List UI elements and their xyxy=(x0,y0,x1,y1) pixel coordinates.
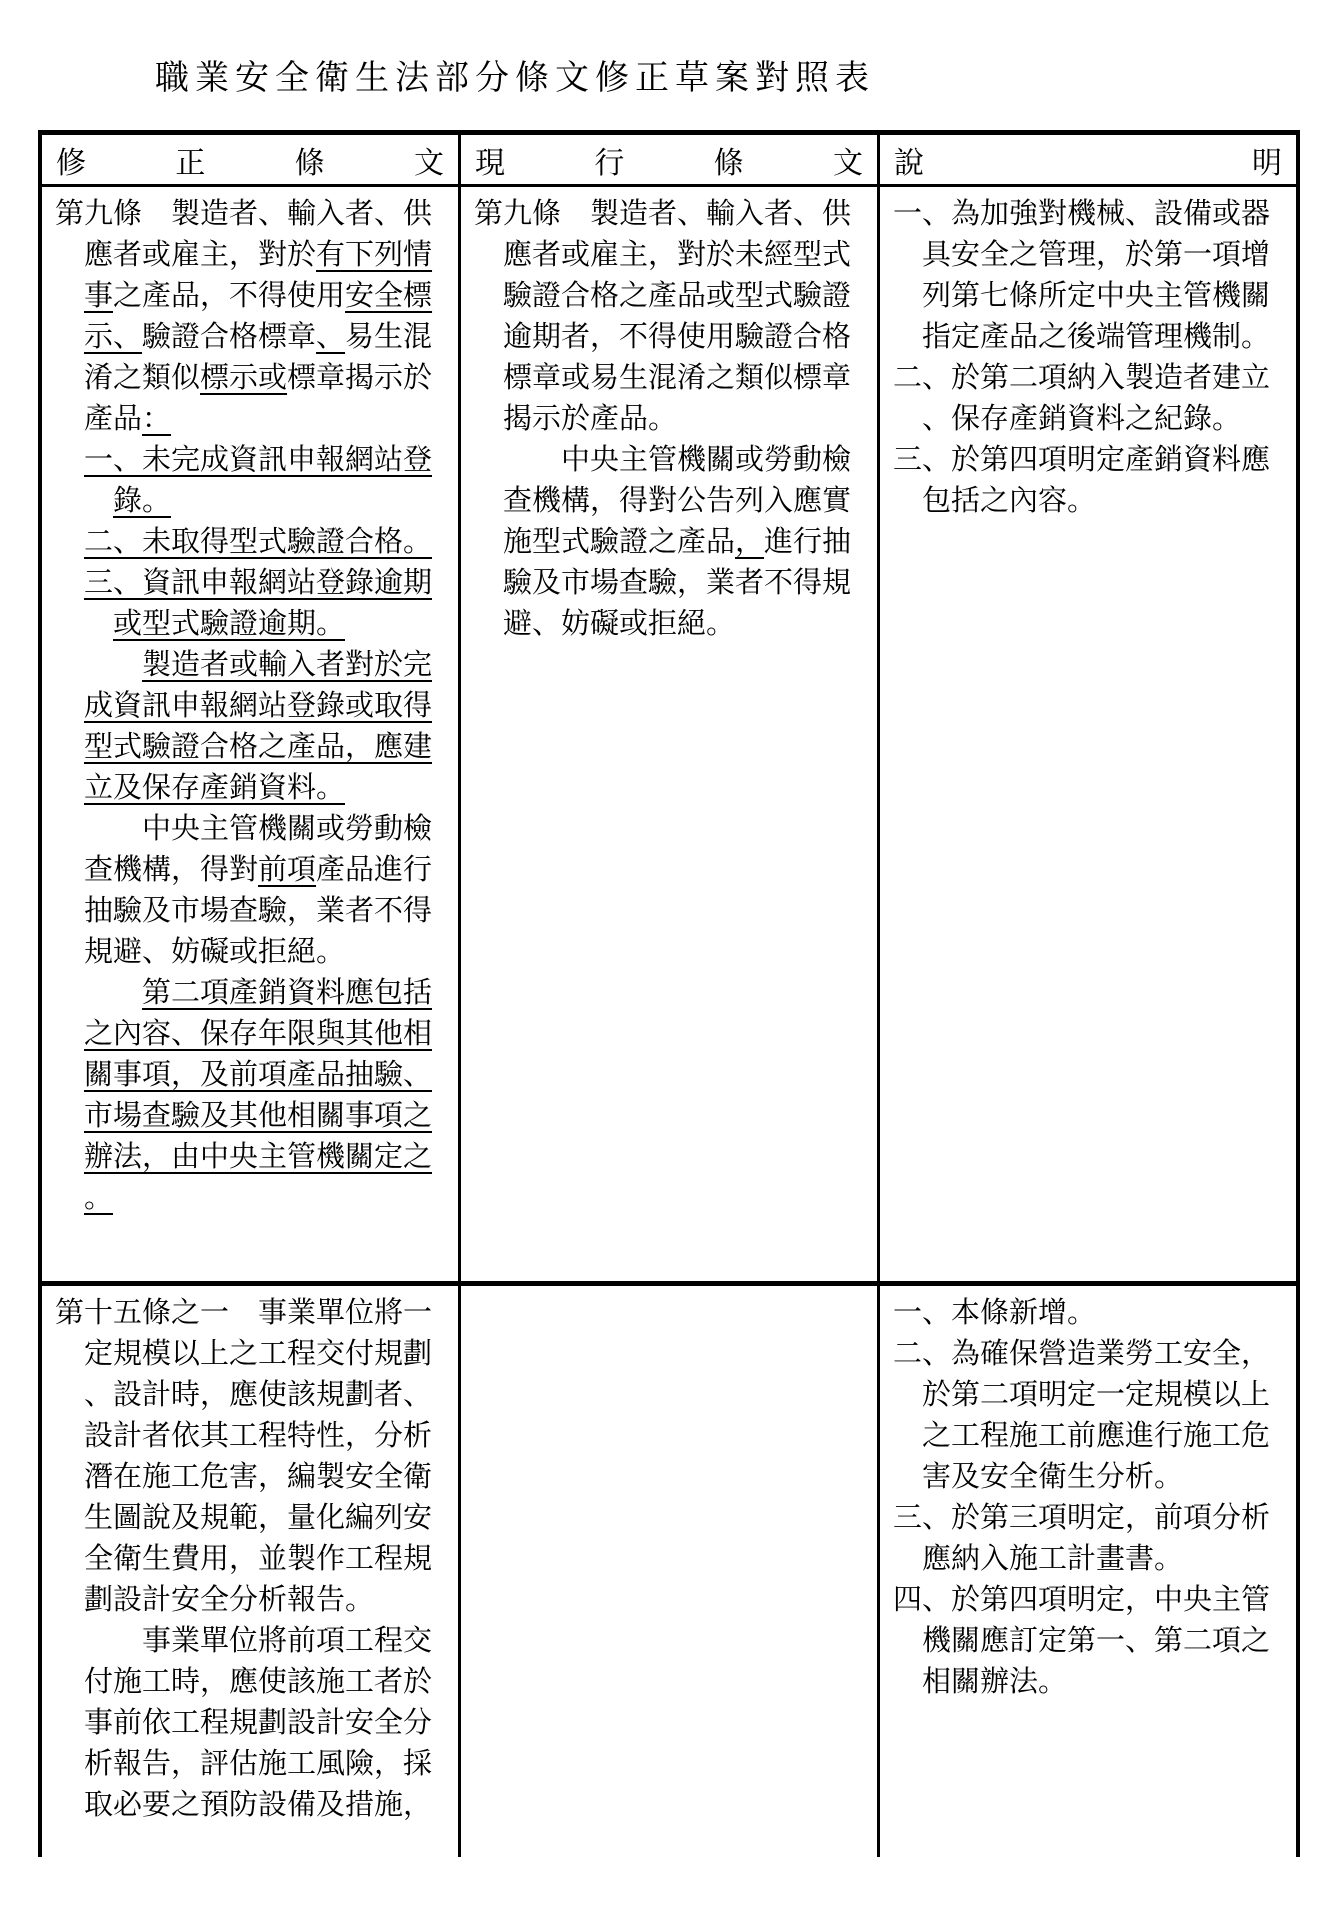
amendment-underlined-text: 、 xyxy=(316,319,346,353)
amendment-underlined-text: 製造者或輸入者對於完成資訊申報網站登錄或取得型式驗證合格之產品，應建立及保存產銷資料。 xyxy=(84,647,433,804)
text-segment: 第十五條之一 事業單位將一定規模以上之工程交付規劃、設計時，應使該規劃者、設計者依其工程特性，分析潛在施工危害，編製安全衛生圖說及規範，量化編列安全衛生費用，並製作工程規劃設計安全分析報告。 xyxy=(55,1295,433,1616)
cell-paragraph xyxy=(893,193,1286,357)
amendment-underlined-text: 三、資訊申報網站登錄逾期或型式驗證逾期。 xyxy=(84,565,433,640)
text-segment: 標章揭示於產品 xyxy=(84,360,433,435)
text-segment: 中央主管機關或勞動檢查機構，得對公告列入應實施型式驗證之產品 xyxy=(503,442,852,558)
cell-paragraph xyxy=(55,1620,448,1825)
cell-paragraph xyxy=(893,1333,1286,1497)
column-header-amended xyxy=(42,135,458,184)
amendment-underlined-text: 一、未完成資訊申報網站登錄。 xyxy=(84,442,433,517)
text-segment: 三、於第四項明定產銷資料應包括之內容。 xyxy=(893,442,1271,517)
table-header-row xyxy=(42,135,1296,187)
cell-paragraph xyxy=(55,439,448,521)
text-segment: 事業單位將前項工程交付施工時，應使該施工者於事前依工程規劃設計安全分析報告，評估施工風險，採取必要之預防設備及措施， xyxy=(84,1623,433,1821)
amendment-underlined-text: 第二項產銷資料應包括之內容、保存年限與其他相關事項，及前項產品抽驗、市場查驗及其他相關事項之辦法，由中央主管機關定之。 xyxy=(84,975,433,1214)
text-segment: 產品進行抽驗及市場查驗，業者不得規避、妨礙或拒絕。 xyxy=(84,852,433,968)
column-header-explanation xyxy=(877,135,1296,184)
amendment-underlined-text: ： xyxy=(142,401,172,435)
cell-current xyxy=(458,1286,877,1857)
text-segment: 第九條 製造者、輸入者、供應者或雇主，對於 xyxy=(55,196,433,271)
cell-paragraph xyxy=(55,808,448,972)
text-segment: 一、為加強對機械、設備或器具安全之管理，於第一項增列第七條所定中央主管機關指定產品之後端管理機制。 xyxy=(893,196,1271,353)
cell-paragraph xyxy=(893,439,1286,521)
amendment-underlined-text: 二、未取得型式驗證合格。 xyxy=(84,524,433,558)
text-segment: 易生混淆之類似 xyxy=(84,319,433,394)
text-segment: 進行抽驗及市場查驗，業者不得規避、妨礙或拒絕。 xyxy=(503,524,852,640)
header-char: 條 xyxy=(294,145,325,181)
text-segment: 中央主管機關或勞動檢查機構，得對 xyxy=(84,811,433,886)
text-segment: 驗證合格標章 xyxy=(142,319,317,353)
cell-explanation xyxy=(877,1286,1296,1857)
cell-paragraph xyxy=(474,439,867,644)
cell-paragraph xyxy=(893,1497,1286,1579)
column-header-current xyxy=(458,135,877,184)
header-char: 明 xyxy=(1252,145,1282,181)
comparison-table xyxy=(38,130,1300,1857)
text-segment: 之產品，不得使用 xyxy=(113,278,346,312)
header-char: 文 xyxy=(832,145,863,181)
amendment-underlined-text: 有下列情事 xyxy=(84,237,433,312)
cell-paragraph xyxy=(893,1579,1286,1702)
cell-paragraph xyxy=(55,644,448,808)
table-row xyxy=(42,1286,1296,1857)
text-segment: 二、於第二項納入製造者建立、保存產銷資料之紀錄。 xyxy=(893,360,1271,435)
cell-current xyxy=(458,187,877,1281)
text-segment: 第九條 製造者、輸入者、供應者或雇主，對於未經型式驗證合格之產品或型式驗證逾期者，不得使用驗證合格標章或易生混淆之類似標章揭示於產品。 xyxy=(474,196,852,435)
header-char: 修 xyxy=(56,145,86,181)
text-segment: 一、本條新增。 xyxy=(893,1295,1097,1329)
cell-amended xyxy=(42,1286,458,1857)
cell-explanation xyxy=(877,187,1296,1281)
cell-paragraph xyxy=(474,193,867,439)
cell-amended xyxy=(42,187,458,1281)
text-segment: 二、為確保營造業勞工安全，於第二項明定一定規模以上之工程施工前應進行施工危害及安全衛生分析。 xyxy=(893,1336,1271,1493)
header-char: 說 xyxy=(894,145,924,181)
cell-paragraph xyxy=(55,1292,448,1620)
amendment-underlined-text: 安全標示、 xyxy=(84,278,433,353)
table-row xyxy=(42,187,1296,1286)
document-title: 職業安全衛生法部分條文修正草案對照表 xyxy=(155,58,875,98)
header-char: 正 xyxy=(175,145,206,181)
amendment-underlined-text: 前項 xyxy=(258,852,317,886)
cell-paragraph xyxy=(55,562,448,644)
cell-paragraph xyxy=(893,357,1286,439)
header-char: 行 xyxy=(594,145,625,181)
text-segment: 四、於第四項明定，中央主管機關應訂定第一、第二項之相關辦法。 xyxy=(893,1582,1271,1698)
table-body xyxy=(42,187,1296,1857)
cell-paragraph xyxy=(55,193,448,439)
cell-paragraph xyxy=(55,521,448,562)
amendment-underlined-text: ， xyxy=(735,524,765,558)
header-char: 現 xyxy=(475,145,505,181)
text-segment: 三、於第三項明定，前項分析應納入施工計畫書。 xyxy=(893,1500,1271,1575)
header-char: 條 xyxy=(713,145,744,181)
amendment-underlined-text: 標示或 xyxy=(200,360,288,394)
cell-paragraph xyxy=(893,1292,1286,1333)
header-char: 文 xyxy=(413,145,444,181)
cell-paragraph xyxy=(55,972,448,1218)
